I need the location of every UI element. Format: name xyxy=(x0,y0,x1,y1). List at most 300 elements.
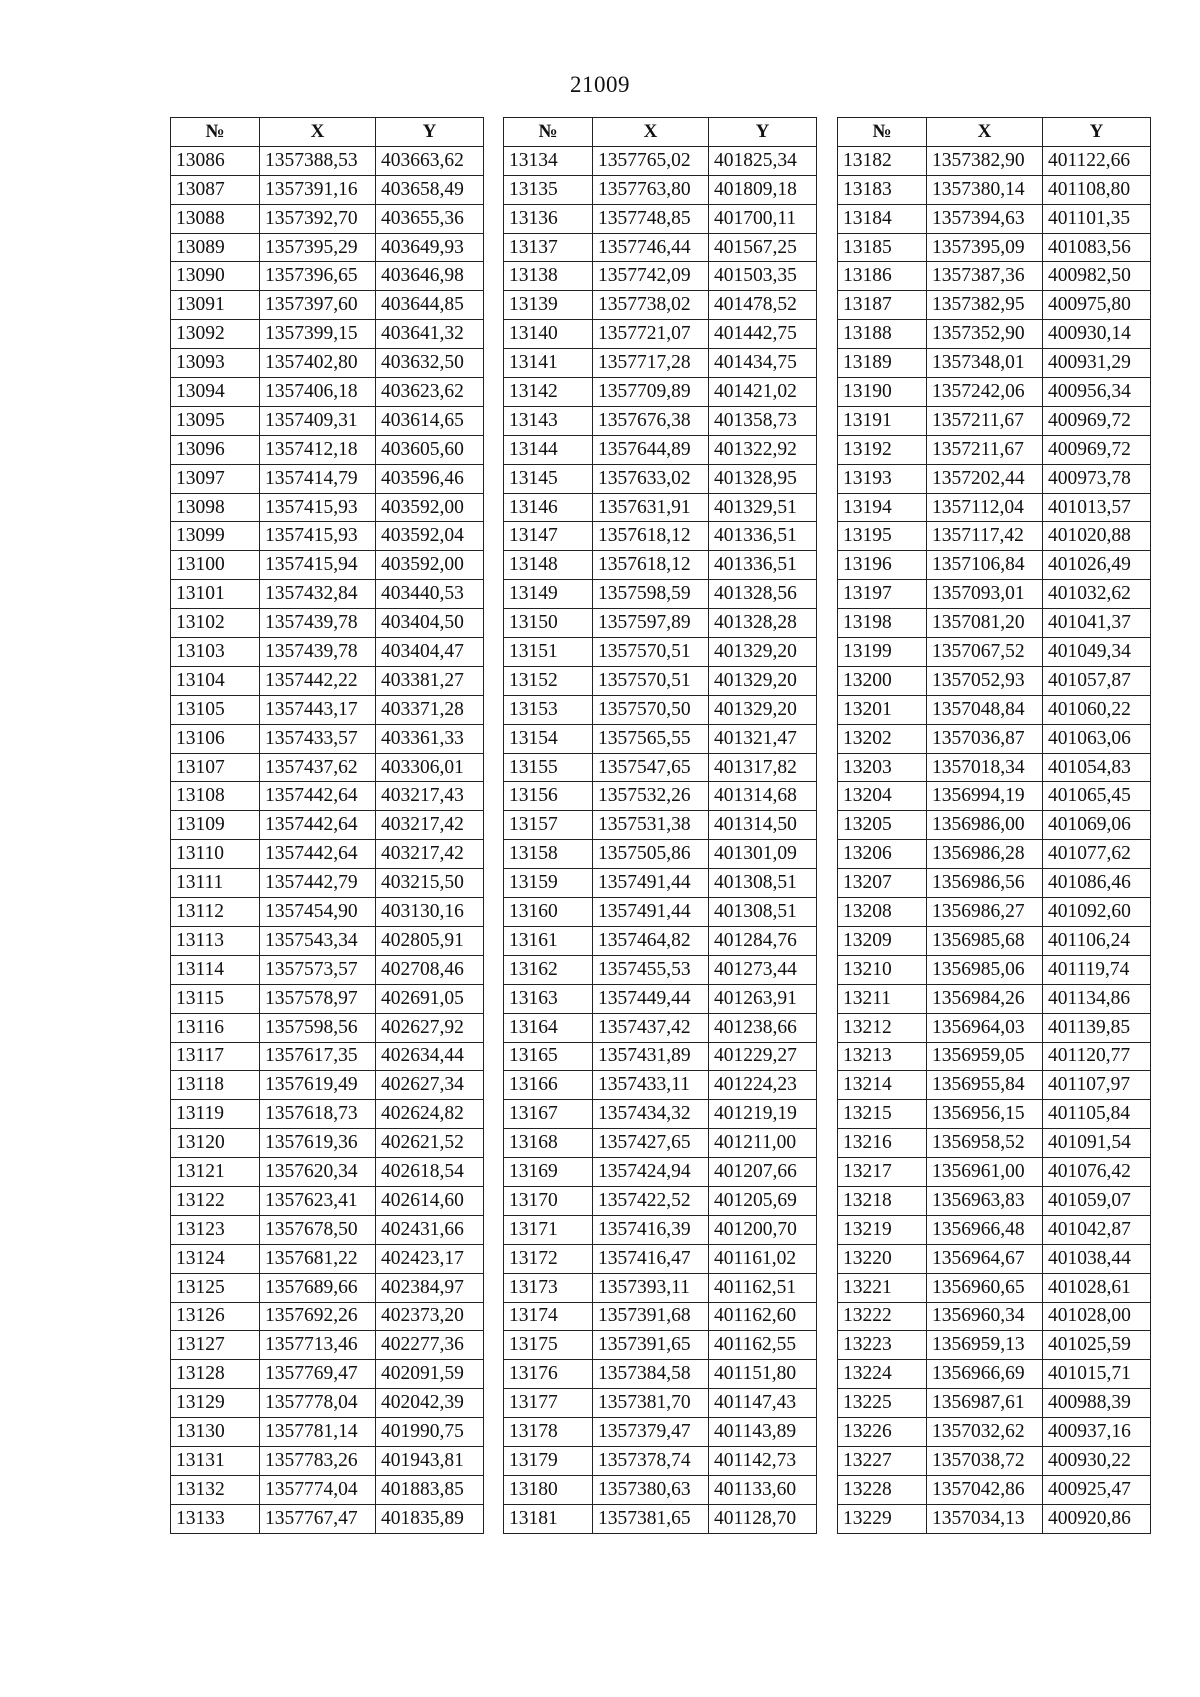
x-coordinate-cell: 1357433,57 xyxy=(260,724,376,753)
table-row xyxy=(838,1244,1151,1273)
point-number-cell: 13094 xyxy=(171,378,260,407)
y-coordinate-cell: 402277,36 xyxy=(376,1331,484,1360)
point-number-cell: 13179 xyxy=(504,1446,593,1475)
x-coordinate-cell: 1356966,48 xyxy=(927,1215,1043,1244)
table-row xyxy=(171,1331,484,1360)
y-coordinate-cell: 403404,50 xyxy=(376,609,484,638)
x-coordinate-cell: 1357391,65 xyxy=(593,1331,709,1360)
y-coordinate-cell: 400969,72 xyxy=(1043,406,1151,435)
point-number-cell: 13224 xyxy=(838,1360,927,1389)
point-number-cell: 13210 xyxy=(838,955,927,984)
y-coordinate-cell: 400988,39 xyxy=(1043,1389,1151,1418)
point-number-cell: 13116 xyxy=(171,1013,260,1042)
y-coordinate-cell: 402805,91 xyxy=(376,926,484,955)
x-coordinate-cell: 1357242,06 xyxy=(927,378,1043,407)
x-coordinate-cell: 1357573,57 xyxy=(260,955,376,984)
table-row xyxy=(838,1013,1151,1042)
y-coordinate-cell: 401128,70 xyxy=(709,1504,817,1533)
point-number-cell: 13158 xyxy=(504,840,593,869)
x-coordinate-cell: 1357352,90 xyxy=(927,320,1043,349)
table-row xyxy=(504,1042,817,1071)
column-header-x: X xyxy=(593,118,709,147)
x-coordinate-cell: 1357454,90 xyxy=(260,898,376,927)
table-row xyxy=(171,1100,484,1129)
table-row xyxy=(504,406,817,435)
x-coordinate-cell: 1357402,80 xyxy=(260,349,376,378)
column-header-x: X xyxy=(927,118,1043,147)
y-coordinate-cell: 401065,45 xyxy=(1043,782,1151,811)
x-coordinate-cell: 1356986,28 xyxy=(927,840,1043,869)
table-row xyxy=(504,1129,817,1158)
table-row xyxy=(838,1446,1151,1475)
point-number-cell: 13162 xyxy=(504,955,593,984)
y-coordinate-cell: 401057,87 xyxy=(1043,666,1151,695)
x-coordinate-cell: 1357633,02 xyxy=(593,464,709,493)
point-number-cell: 13153 xyxy=(504,695,593,724)
table-row xyxy=(504,753,817,782)
x-coordinate-cell: 1356986,00 xyxy=(927,811,1043,840)
x-coordinate-cell: 1357427,65 xyxy=(593,1129,709,1158)
x-coordinate-cell: 1357619,36 xyxy=(260,1129,376,1158)
table-row xyxy=(838,898,1151,927)
x-coordinate-cell: 1356960,65 xyxy=(927,1273,1043,1302)
table-row xyxy=(504,1100,817,1129)
x-coordinate-cell: 1357449,44 xyxy=(593,984,709,1013)
y-coordinate-cell: 402091,59 xyxy=(376,1360,484,1389)
table-row xyxy=(838,493,1151,522)
x-coordinate-cell: 1357689,66 xyxy=(260,1273,376,1302)
x-coordinate-cell: 1357623,41 xyxy=(260,1186,376,1215)
point-number-cell: 13165 xyxy=(504,1042,593,1071)
y-coordinate-cell: 401119,74 xyxy=(1043,955,1151,984)
x-coordinate-cell: 1357202,44 xyxy=(927,464,1043,493)
point-number-cell: 13143 xyxy=(504,406,593,435)
column-header-x: X xyxy=(260,118,376,147)
table-row xyxy=(171,291,484,320)
point-number-cell: 13191 xyxy=(838,406,927,435)
point-number-cell: 13118 xyxy=(171,1071,260,1100)
y-coordinate-cell: 401322,92 xyxy=(709,435,817,464)
point-number-cell: 13177 xyxy=(504,1389,593,1418)
point-number-cell: 13200 xyxy=(838,666,927,695)
y-coordinate-cell: 403215,50 xyxy=(376,869,484,898)
table-row xyxy=(838,609,1151,638)
table-row xyxy=(838,1042,1151,1071)
point-number-cell: 13222 xyxy=(838,1302,927,1331)
point-number-cell: 13091 xyxy=(171,291,260,320)
x-coordinate-cell: 1356985,06 xyxy=(927,955,1043,984)
point-number-cell: 13174 xyxy=(504,1302,593,1331)
y-coordinate-cell: 401025,59 xyxy=(1043,1331,1151,1360)
y-coordinate-cell: 401314,50 xyxy=(709,811,817,840)
table-row xyxy=(504,1331,817,1360)
y-coordinate-cell: 403217,43 xyxy=(376,782,484,811)
table-row xyxy=(504,551,817,580)
table-row xyxy=(171,1215,484,1244)
table-row xyxy=(171,1273,484,1302)
table-row xyxy=(504,1389,817,1418)
x-coordinate-cell: 1357746,44 xyxy=(593,233,709,262)
table-row xyxy=(171,580,484,609)
x-coordinate-cell: 1357439,78 xyxy=(260,609,376,638)
y-coordinate-cell: 401809,18 xyxy=(709,175,817,204)
x-coordinate-cell: 1357397,60 xyxy=(260,291,376,320)
x-coordinate-cell: 1356955,84 xyxy=(927,1071,1043,1100)
x-coordinate-cell: 1357211,67 xyxy=(927,435,1043,464)
point-number-cell: 13168 xyxy=(504,1129,593,1158)
y-coordinate-cell: 401101,35 xyxy=(1043,204,1151,233)
table-row xyxy=(504,146,817,175)
y-coordinate-cell: 401042,87 xyxy=(1043,1215,1151,1244)
table-row xyxy=(504,1215,817,1244)
point-number-cell: 13206 xyxy=(838,840,927,869)
y-coordinate-cell: 401329,20 xyxy=(709,695,817,724)
x-coordinate-cell: 1357547,65 xyxy=(593,753,709,782)
table-row xyxy=(171,869,484,898)
y-coordinate-cell: 401308,51 xyxy=(709,869,817,898)
y-coordinate-cell: 402423,17 xyxy=(376,1244,484,1273)
point-number-cell: 13096 xyxy=(171,435,260,464)
table-row xyxy=(838,1302,1151,1331)
table-row xyxy=(171,262,484,291)
x-coordinate-cell: 1357382,90 xyxy=(927,146,1043,175)
point-number-cell: 13203 xyxy=(838,753,927,782)
point-number-cell: 13192 xyxy=(838,435,927,464)
x-coordinate-cell: 1357678,50 xyxy=(260,1215,376,1244)
point-number-cell: 13095 xyxy=(171,406,260,435)
y-coordinate-cell: 401328,28 xyxy=(709,609,817,638)
y-coordinate-cell: 401049,34 xyxy=(1043,638,1151,667)
point-number-cell: 13199 xyxy=(838,638,927,667)
x-coordinate-cell: 1357491,44 xyxy=(593,869,709,898)
y-coordinate-cell: 401162,51 xyxy=(709,1273,817,1302)
page-number: 21009 xyxy=(570,72,630,97)
table-row xyxy=(504,955,817,984)
y-coordinate-cell: 401091,54 xyxy=(1043,1129,1151,1158)
table-row xyxy=(504,1071,817,1100)
y-coordinate-cell: 401263,91 xyxy=(709,984,817,1013)
y-coordinate-cell: 401133,60 xyxy=(709,1475,817,1504)
y-coordinate-cell: 400925,47 xyxy=(1043,1475,1151,1504)
x-coordinate-cell: 1356959,05 xyxy=(927,1042,1043,1071)
point-number-cell: 13090 xyxy=(171,262,260,291)
coordinates-table-2 xyxy=(503,117,817,1534)
table-row xyxy=(838,464,1151,493)
x-coordinate-cell: 1357619,49 xyxy=(260,1071,376,1100)
x-coordinate-cell: 1357387,36 xyxy=(927,262,1043,291)
x-coordinate-cell: 1357676,38 xyxy=(593,406,709,435)
x-coordinate-cell: 1357455,53 xyxy=(593,955,709,984)
table-row xyxy=(171,898,484,927)
x-coordinate-cell: 1357709,89 xyxy=(593,378,709,407)
point-number-cell: 13209 xyxy=(838,926,927,955)
x-coordinate-cell: 1357106,84 xyxy=(927,551,1043,580)
x-coordinate-cell: 1357464,82 xyxy=(593,926,709,955)
x-coordinate-cell: 1357597,89 xyxy=(593,609,709,638)
x-coordinate-cell: 1357422,52 xyxy=(593,1186,709,1215)
table-row xyxy=(504,811,817,840)
y-coordinate-cell: 401503,35 xyxy=(709,262,817,291)
table-row xyxy=(838,1475,1151,1504)
x-coordinate-cell: 1356964,67 xyxy=(927,1244,1043,1273)
x-coordinate-cell: 1356986,27 xyxy=(927,898,1043,927)
y-coordinate-cell: 401700,11 xyxy=(709,204,817,233)
point-number-cell: 13160 xyxy=(504,898,593,927)
point-number-cell: 13175 xyxy=(504,1331,593,1360)
table-row xyxy=(171,1244,484,1273)
table-row xyxy=(838,233,1151,262)
point-number-cell: 13220 xyxy=(838,1244,927,1273)
coordinates-table-3 xyxy=(837,117,1151,1534)
point-number-cell: 13117 xyxy=(171,1042,260,1071)
y-coordinate-cell: 401478,52 xyxy=(709,291,817,320)
table-row xyxy=(171,551,484,580)
x-coordinate-cell: 1357391,16 xyxy=(260,175,376,204)
point-number-cell: 13127 xyxy=(171,1331,260,1360)
table-row xyxy=(838,840,1151,869)
x-coordinate-cell: 1356986,56 xyxy=(927,869,1043,898)
y-coordinate-cell: 403658,49 xyxy=(376,175,484,204)
x-coordinate-cell: 1357617,35 xyxy=(260,1042,376,1071)
point-number-cell: 13205 xyxy=(838,811,927,840)
table-row xyxy=(838,378,1151,407)
table-row xyxy=(504,724,817,753)
y-coordinate-cell: 401421,02 xyxy=(709,378,817,407)
y-coordinate-cell: 401134,86 xyxy=(1043,984,1151,1013)
y-coordinate-cell: 401207,66 xyxy=(709,1158,817,1187)
point-number-cell: 13109 xyxy=(171,811,260,840)
x-coordinate-cell: 1357415,94 xyxy=(260,551,376,580)
point-number-cell: 13161 xyxy=(504,926,593,955)
column-header-number: № xyxy=(171,118,260,147)
point-number-cell: 13202 xyxy=(838,724,927,753)
table-row xyxy=(171,1158,484,1187)
x-coordinate-cell: 1357381,65 xyxy=(593,1504,709,1533)
point-number-cell: 13152 xyxy=(504,666,593,695)
point-number-cell: 13197 xyxy=(838,580,927,609)
x-coordinate-cell: 1356959,13 xyxy=(927,1331,1043,1360)
x-coordinate-cell: 1357620,34 xyxy=(260,1158,376,1187)
table-row xyxy=(504,262,817,291)
table-row xyxy=(171,1302,484,1331)
y-coordinate-cell: 400956,34 xyxy=(1043,378,1151,407)
point-number-cell: 13137 xyxy=(504,233,593,262)
x-coordinate-cell: 1357578,97 xyxy=(260,984,376,1013)
x-coordinate-cell: 1357393,11 xyxy=(593,1273,709,1302)
y-coordinate-cell: 401120,77 xyxy=(1043,1042,1151,1071)
y-coordinate-cell: 402618,54 xyxy=(376,1158,484,1187)
table-header-row xyxy=(838,118,1151,147)
x-coordinate-cell: 1356958,52 xyxy=(927,1129,1043,1158)
table-row xyxy=(504,638,817,667)
point-number-cell: 13173 xyxy=(504,1273,593,1302)
y-coordinate-cell: 401139,85 xyxy=(1043,1013,1151,1042)
table-row xyxy=(838,1331,1151,1360)
y-coordinate-cell: 401314,68 xyxy=(709,782,817,811)
x-coordinate-cell: 1357738,02 xyxy=(593,291,709,320)
point-number-cell: 13182 xyxy=(838,146,927,175)
table-row xyxy=(838,1100,1151,1129)
table-row xyxy=(171,1475,484,1504)
table-row xyxy=(171,435,484,464)
point-number-cell: 13201 xyxy=(838,695,927,724)
table-row xyxy=(171,811,484,840)
y-coordinate-cell: 401329,51 xyxy=(709,493,817,522)
x-coordinate-cell: 1357570,51 xyxy=(593,638,709,667)
point-number-cell: 13228 xyxy=(838,1475,927,1504)
x-coordinate-cell: 1357442,79 xyxy=(260,869,376,898)
table-row xyxy=(171,1129,484,1158)
table-row xyxy=(838,1273,1151,1302)
point-number-cell: 13131 xyxy=(171,1446,260,1475)
y-coordinate-cell: 401086,46 xyxy=(1043,869,1151,898)
table-row xyxy=(838,1418,1151,1447)
table-row xyxy=(504,1013,817,1042)
table-row xyxy=(171,1418,484,1447)
table-row xyxy=(171,1186,484,1215)
x-coordinate-cell: 1357093,01 xyxy=(927,580,1043,609)
table-row xyxy=(838,1360,1151,1389)
y-coordinate-cell: 402691,05 xyxy=(376,984,484,1013)
point-number-cell: 13176 xyxy=(504,1360,593,1389)
point-number-cell: 13088 xyxy=(171,204,260,233)
table-row xyxy=(171,638,484,667)
y-coordinate-cell: 400937,16 xyxy=(1043,1418,1151,1447)
point-number-cell: 13121 xyxy=(171,1158,260,1187)
point-number-cell: 13111 xyxy=(171,869,260,898)
point-number-cell: 13186 xyxy=(838,262,927,291)
point-number-cell: 13135 xyxy=(504,175,593,204)
y-coordinate-cell: 401990,75 xyxy=(376,1418,484,1447)
y-coordinate-cell: 401442,75 xyxy=(709,320,817,349)
x-coordinate-cell: 1357384,58 xyxy=(593,1360,709,1389)
point-number-cell: 13170 xyxy=(504,1186,593,1215)
point-number-cell: 13163 xyxy=(504,984,593,1013)
point-number-cell: 13154 xyxy=(504,724,593,753)
x-coordinate-cell: 1357442,64 xyxy=(260,840,376,869)
table-row xyxy=(504,204,817,233)
point-number-cell: 13194 xyxy=(838,493,927,522)
x-coordinate-cell: 1356984,26 xyxy=(927,984,1043,1013)
y-coordinate-cell: 401059,07 xyxy=(1043,1186,1151,1215)
column-header-number: № xyxy=(504,118,593,147)
x-coordinate-cell: 1357778,04 xyxy=(260,1389,376,1418)
y-coordinate-cell: 403644,85 xyxy=(376,291,484,320)
x-coordinate-cell: 1357713,46 xyxy=(260,1331,376,1360)
point-number-cell: 13133 xyxy=(171,1504,260,1533)
point-number-cell: 13149 xyxy=(504,580,593,609)
x-coordinate-cell: 1357769,47 xyxy=(260,1360,376,1389)
y-coordinate-cell: 402621,52 xyxy=(376,1129,484,1158)
x-coordinate-cell: 1357531,38 xyxy=(593,811,709,840)
y-coordinate-cell: 401328,95 xyxy=(709,464,817,493)
table-row xyxy=(171,1013,484,1042)
point-number-cell: 13212 xyxy=(838,1013,927,1042)
point-number-cell: 13128 xyxy=(171,1360,260,1389)
x-coordinate-cell: 1357378,74 xyxy=(593,1446,709,1475)
table-row xyxy=(504,1360,817,1389)
point-number-cell: 13147 xyxy=(504,522,593,551)
table-row xyxy=(171,926,484,955)
y-coordinate-cell: 401020,88 xyxy=(1043,522,1151,551)
point-number-cell: 13184 xyxy=(838,204,927,233)
x-coordinate-cell: 1357692,26 xyxy=(260,1302,376,1331)
x-coordinate-cell: 1357211,67 xyxy=(927,406,1043,435)
point-number-cell: 13151 xyxy=(504,638,593,667)
y-coordinate-cell: 403605,60 xyxy=(376,435,484,464)
point-number-cell: 13130 xyxy=(171,1418,260,1447)
x-coordinate-cell: 1356994,19 xyxy=(927,782,1043,811)
point-number-cell: 13101 xyxy=(171,580,260,609)
point-number-cell: 13104 xyxy=(171,666,260,695)
x-coordinate-cell: 1357437,62 xyxy=(260,753,376,782)
y-coordinate-cell: 401142,73 xyxy=(709,1446,817,1475)
x-coordinate-cell: 1357018,34 xyxy=(927,753,1043,782)
y-coordinate-cell: 403592,04 xyxy=(376,522,484,551)
x-coordinate-cell: 1357409,31 xyxy=(260,406,376,435)
table-row xyxy=(838,811,1151,840)
y-coordinate-cell: 401328,56 xyxy=(709,580,817,609)
x-coordinate-cell: 1357392,70 xyxy=(260,204,376,233)
x-coordinate-cell: 1357598,59 xyxy=(593,580,709,609)
point-number-cell: 13166 xyxy=(504,1071,593,1100)
table-row xyxy=(838,435,1151,464)
y-coordinate-cell: 401205,69 xyxy=(709,1186,817,1215)
point-number-cell: 13092 xyxy=(171,320,260,349)
table-row xyxy=(504,869,817,898)
y-coordinate-cell: 401015,71 xyxy=(1043,1360,1151,1389)
table-row xyxy=(171,320,484,349)
table-row xyxy=(504,898,817,927)
y-coordinate-cell: 401013,57 xyxy=(1043,493,1151,522)
y-coordinate-cell: 403655,36 xyxy=(376,204,484,233)
point-number-cell: 13145 xyxy=(504,464,593,493)
point-number-cell: 13167 xyxy=(504,1100,593,1129)
coordinates-table-1 xyxy=(170,117,484,1534)
point-number-cell: 13099 xyxy=(171,522,260,551)
y-coordinate-cell: 400975,80 xyxy=(1043,291,1151,320)
point-number-cell: 13102 xyxy=(171,609,260,638)
table-row xyxy=(504,464,817,493)
x-coordinate-cell: 1357081,20 xyxy=(927,609,1043,638)
point-number-cell: 13138 xyxy=(504,262,593,291)
table-row xyxy=(171,609,484,638)
x-coordinate-cell: 1356985,68 xyxy=(927,926,1043,955)
x-coordinate-cell: 1357406,18 xyxy=(260,378,376,407)
y-coordinate-cell: 403440,53 xyxy=(376,580,484,609)
x-coordinate-cell: 1357052,93 xyxy=(927,666,1043,695)
table-row xyxy=(171,1071,484,1100)
table-row xyxy=(838,1504,1151,1533)
y-coordinate-cell: 401028,61 xyxy=(1043,1273,1151,1302)
y-coordinate-cell: 403381,27 xyxy=(376,666,484,695)
table-row xyxy=(504,840,817,869)
point-number-cell: 13185 xyxy=(838,233,927,262)
point-number-cell: 13208 xyxy=(838,898,927,927)
table-row xyxy=(838,869,1151,898)
x-coordinate-cell: 1357388,53 xyxy=(260,146,376,175)
x-coordinate-cell: 1357042,86 xyxy=(927,1475,1043,1504)
point-number-cell: 13215 xyxy=(838,1100,927,1129)
y-coordinate-cell: 402431,66 xyxy=(376,1215,484,1244)
x-coordinate-cell: 1357348,01 xyxy=(927,349,1043,378)
column-header-y: Y xyxy=(709,118,817,147)
point-number-cell: 13141 xyxy=(504,349,593,378)
point-number-cell: 13150 xyxy=(504,609,593,638)
table-row xyxy=(504,1475,817,1504)
y-coordinate-cell: 401336,51 xyxy=(709,551,817,580)
table-row xyxy=(504,493,817,522)
